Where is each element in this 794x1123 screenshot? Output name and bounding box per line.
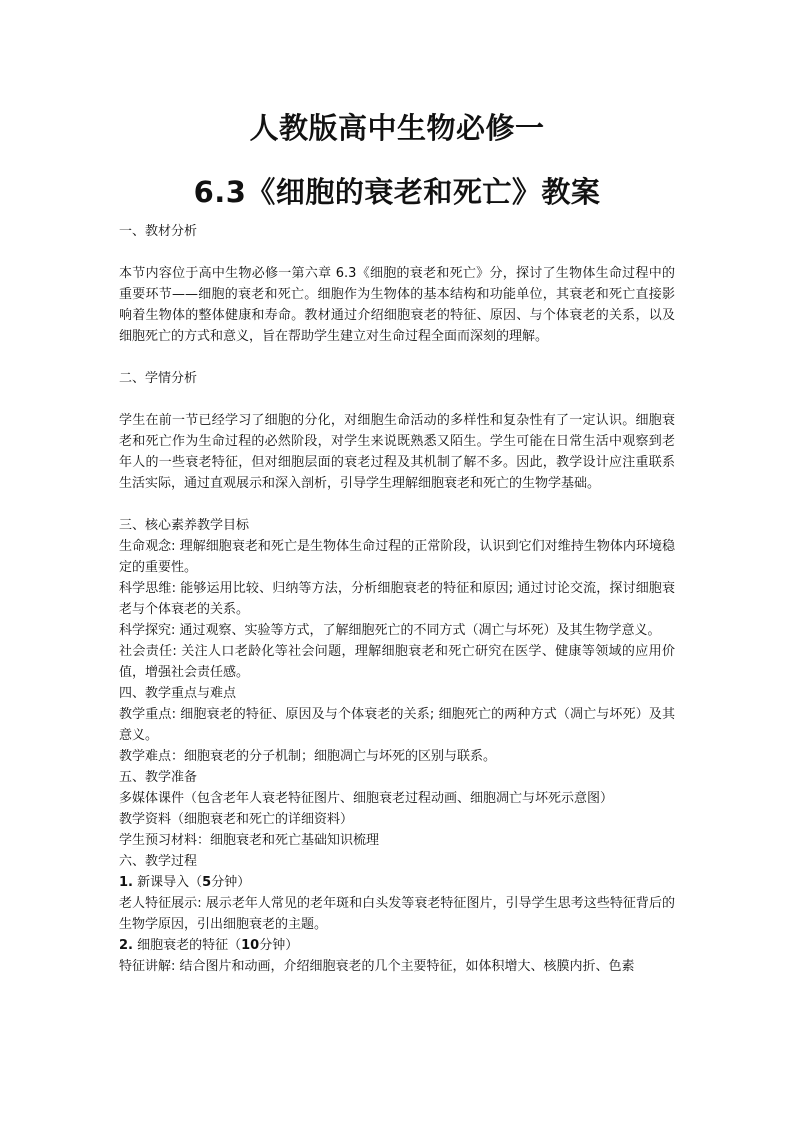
section-heading-preparation: 五、教学准备 xyxy=(119,770,198,785)
step-time: 5 xyxy=(202,875,212,890)
step-title: 新课导入（ xyxy=(137,875,203,890)
step-unit: 分钟） xyxy=(211,875,251,890)
paragraph-student-analysis: 学生在前一节已经学习了细胞的分化，对细胞生命活动的多样性和复杂性有了一定认识。细胞衰老和死亡作为生命过程的必然阶段，对学生来说既熟悉又陌生。学生可能在日常生活中观察到老年人的一些衰老特征，但对细胞层面的衰老过程及其机制了解不多。因此，教学设计应注重联系生活实际，通过直观展示和深入剖析，引导学生理解细胞衰老和死亡的生物学基础。 xyxy=(119,413,675,491)
process-step-heading xyxy=(119,935,675,956)
step-number: 1. xyxy=(119,875,133,890)
process-step-heading xyxy=(119,872,675,893)
objective-item: 科学探究: 通过观察、实验等方式，了解细胞死亡的不同方式（凋亡与坏死）及其生物学意义。 xyxy=(119,623,661,638)
section-heading-student-analysis: 二、学情分析 xyxy=(119,371,198,386)
process-step-text: 特征讲解: 结合图片和动画，介绍细胞衰老的几个主要特征，如体积增大、核膜内折、色素 xyxy=(119,959,635,974)
objective-item: 社会责任: 关注人口老龄化等社会问题，理解细胞衰老和死亡研究在医学、健康等领域的应用价值，增强社会责任感。 xyxy=(119,644,675,680)
step-title: 细胞衰老的特征（ xyxy=(137,938,242,953)
step-unit: 分钟） xyxy=(259,938,299,953)
key-point-item: 教学难点：细胞衰老的分子机制；细胞凋亡与坏死的区别与联系。 xyxy=(119,749,497,764)
paragraph-textbook-analysis: 本节内容位于高中生物必修一第六章 6.3《细胞的衰老和死亡》分，探讨了生物体生命过程中的重要环节——细胞的衰老和死亡。细胞作为生物体的基本结构和功能单位，其衰老和死亡直接影响着生物体的整体健康和寿命。教材通过介绍细胞衰老的特征、原因、与个体衰老的关系，以及细胞死亡的方式和意义，旨在帮助学生建立对生命过程全面而深刻的理解。 xyxy=(119,266,675,344)
step-number: 2. xyxy=(119,938,133,953)
key-point-item: 教学重点: 细胞衰老的特征、原因及与个体衰老的关系; 细胞死亡的两种方式（凋亡与坏死）及其意义。 xyxy=(119,707,675,743)
preparation-item: 教学资料（细胞衰老和死亡的详细资料） xyxy=(119,812,354,827)
objective-item: 生命观念: 理解细胞衰老和死亡是生物体生命过程的正常阶段，认识到它们对维持生物体内环境稳定的重要性。 xyxy=(119,539,675,575)
section-heading-textbook-analysis: 一、教材分析 xyxy=(119,224,198,239)
section-heading-objectives: 三、核心素养教学目标 xyxy=(119,518,250,533)
objective-item: 科学思维: 能够运用比较、归纳等方法，分析细胞衰老的特征和原因; 通过讨论交流，探讨细胞衰老与个体衰老的关系。 xyxy=(119,581,675,617)
preparation-item: 学生预习材料：细胞衰老和死亡基础知识梳理 xyxy=(119,833,380,848)
section-heading-process: 六、教学过程 xyxy=(119,854,198,869)
document-title-line2: 6.3《细胞的衰老和死亡》教案 xyxy=(193,175,601,209)
preparation-item: 多媒体课件（包含老年人衰老特征图片、细胞衰老过程动画、细胞凋亡与坏死示意图） xyxy=(119,791,614,806)
document-body xyxy=(119,221,675,977)
step-time: 10 xyxy=(241,938,260,953)
process-step-text: 老人特征展示: 展示老年人常见的老年斑和白头发等衰老特征图片，引导学生思考这些特征背后的生物学原因，引出细胞衰老的主题。 xyxy=(119,896,675,932)
section-heading-key-points: 四、教学重点与难点 xyxy=(119,686,237,701)
document-title-line1: 人教版高中生物必修一 xyxy=(249,111,545,145)
